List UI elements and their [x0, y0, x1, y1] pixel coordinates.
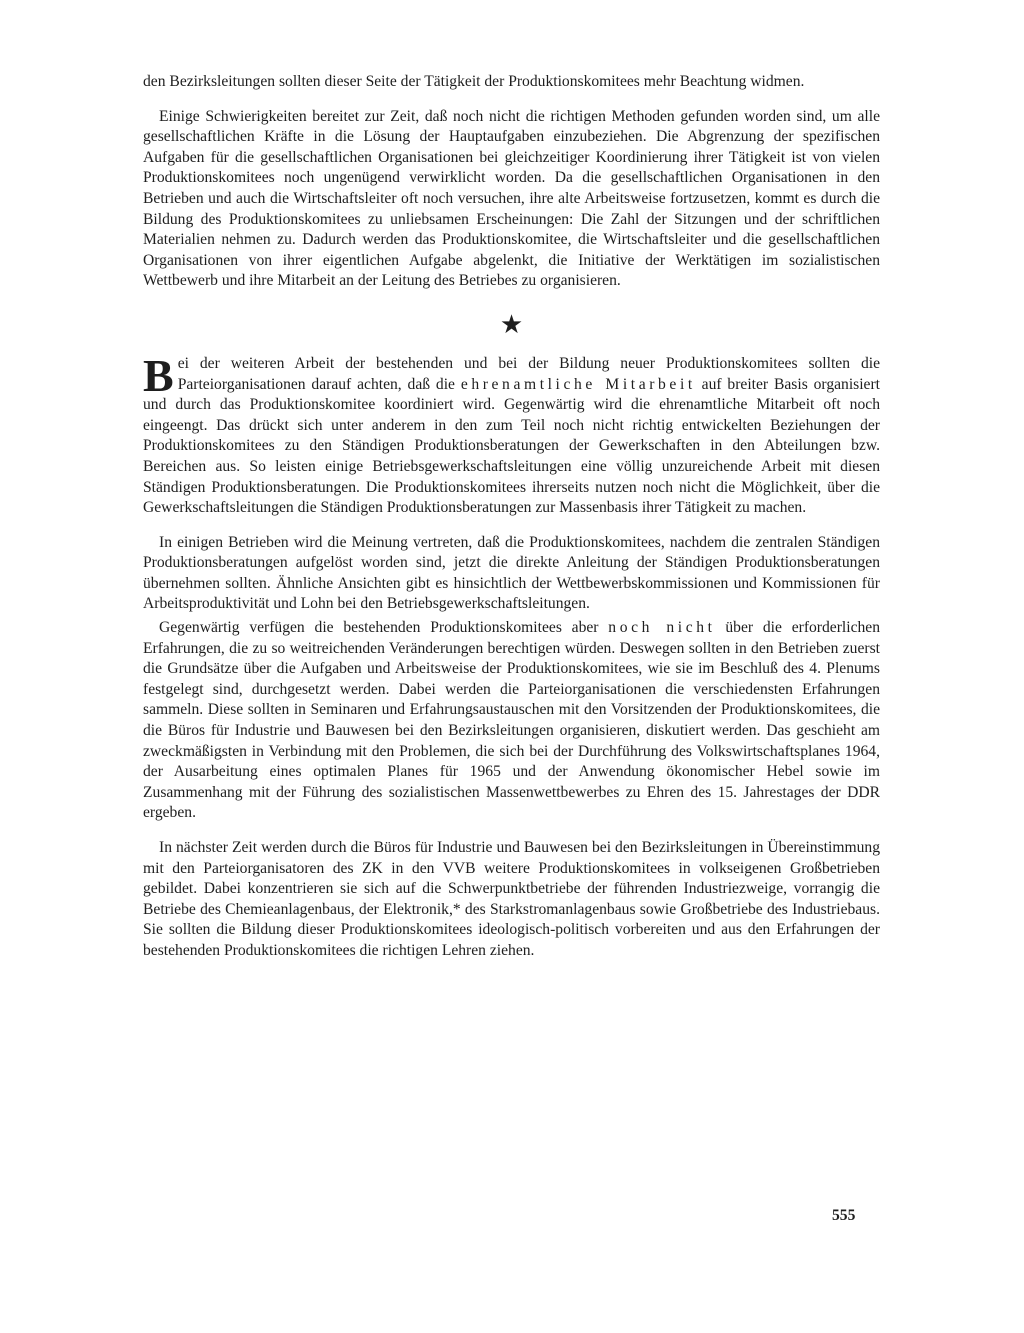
drop-cap-letter: B [143, 349, 174, 401]
paragraph-continuation: den Bezirksleitungen sollten dieser Seite der Tätigkeit der Produktionskomitees mehr Beachtung widmen. [143, 73, 805, 90]
paragraph-text: auf breiter Basis organisiert und durch das Produktionskomitee koordiniert wird. Gegenwärtig wird die ehrenamtliche Mitarbeit oft noch eingeengt. Das drückt sich unter anderem in den zum Teil noch nicht richtig entwickelten Beziehungen der Produktionskomitees zu den Ständigen Produktionsberatungen der Gewerkschaften in den Abteilungen bzw. Bereichen aus. So leisten einige Betriebsgewerkschaftsleitungen eine völlig unzureichende Arbeit mit diesen Ständigen Produktionsberatungen. Die Produktionskomitees ihrerseits nutzen noch nicht die Möglichkeit, über die Gewerkschaftsleitungen die Ständigen Produktionsberatungen zur Massenbasis ihrer Tätigkeit zu machen. [143, 375, 881, 517]
paragraph-outlook: In nächster Zeit werden durch die Büros für Industrie und Bauwesen bei den Bezirksleitungen in Übereinstimmung mit den Parteiorganisatoren des ZK in den VVB weitere Produktionskomitees in volkseigenen Großbetrieben gebildet. Dabei konzentrieren sie sich auf die Schwerpunktbetriebe der führenden Industriezweige, vorrangig die Betriebe des Chemieanlagenbaus, der Elektronik,* des Starkstromanlagenbaus sowie Großbetriebe des Industriebaus. Sie sollten die Bildung dieser Produktionskomitees ideologisch-politisch vorbereiten und aus den Erfahrungen der bestehenden Produktionskomitees die richtigen Lehren ziehen. [143, 839, 880, 959]
paragraph-text: Gegenwärtig verfügen die bestehenden Produktionskomitees aber [159, 619, 599, 637]
paragraph-difficulties: Einige Schwierigkeiten bereitet zur Zeit, daß noch nicht die richtigen Methoden gefunden worden sind, um alle gesellschaftlichen Kräfte in die Lösung der Hauptaufgaben einzubeziehen. Die Abgrenzung der spezifischen Aufgaben für die gesellschaftlichen Organisationen bei gleichzeitiger Koordinierung ihrer Tätigkeit ist von vielen Produktionskomitees noch ungenügend verwirklicht worden. Da die gesellschaftlichen Organisationen in den Betrieben und auch die Wirtschaftsleiter oft noch versuchen, ihre alte Arbeitsweise fortzusetzen, kommt es durch die Bildung des Produktionskomitees zu unliebsamen Erscheinungen: Die Zahl der Sitzungen und der schriftlichen Materialien nehmen zu. Dadurch werden das Produktionskomitee, die Wirtschaftsleiter und die gesellschaftlichen Organisationen von ihrer eigentlichen Aufgabe abgelenkt, die Initiative der Werktätigen im sozialistischen Wettbewerb und ihre Mitarbeit an der Leitung des Betriebes zu organisieren. [143, 107, 880, 290]
section-separator-star: ★ [499, 309, 524, 339]
paragraph-current-state [143, 618, 880, 824]
paragraph-volunteer-work [143, 349, 881, 519]
paragraph-text: ei der weiteren Arbeit der bestehenden und bei der Bildung neuer Produktionskomitees sollten die Parteiorganisationen darauf achten, daß die [177, 354, 880, 393]
page-number: 555 [832, 1207, 856, 1224]
paragraph-text: über die erforderlichen Erfahrungen, die zu so weitreichenden Veränderungen berechtigen würden. Deswegen sollten in den Betrieben zuerst die Grundsätze über die Aufgaben und Arbeitsweise der Produktionskomitees, wie sie im Beschluß des 4. Plenums festgelegt sind, durchgesetzt werden. Dabei werden die Parteiorganisationen die verschiedensten Erfahrungen sammeln. Diese sollten in Seminaren und Erfahrungsaustauschen mit den Vorsitzenden der Produktionskomitees, die die Büros für Industrie und Bauwesen bei den Bezirksleitungen organisieren, diskutiert werden. Das geschieht am zweckmäßigsten in Verbindung mit den Problemen, die sich bei der Durchführung des Volkswirtschaftsplanes 1964, der Ausarbeitung eines optimalen Planes für 1965 und der Anwendung ökonomischer Hebel sowie im Zusammenhang mit der Führung des sozialistischen Massenwettbewerbes zu Ehren des 15. Jahrestages der DDR ergeben. [143, 619, 881, 822]
paragraph-opinions: In einigen Betrieben wird die Meinung vertreten, daß die Produktionskomitees, nachdem die zentralen Ständigen Produktionsberatungen aufgelöst worden sind, jetzt die direkte Anleitung der Ständigen Produktionsberatungen übernehmen sollten. Ähnliche Ansichten gibt es hinsichtlich der Wettbewerbskommissionen und Kommissionen für Arbeitsproduktivität und Lohn bei den Betriebsgewerkschaftsleitungen. [143, 533, 880, 613]
emphasized-text: noch nicht [608, 619, 716, 637]
emphasized-text: ehrenamtliche Mitarbeit [460, 375, 696, 393]
